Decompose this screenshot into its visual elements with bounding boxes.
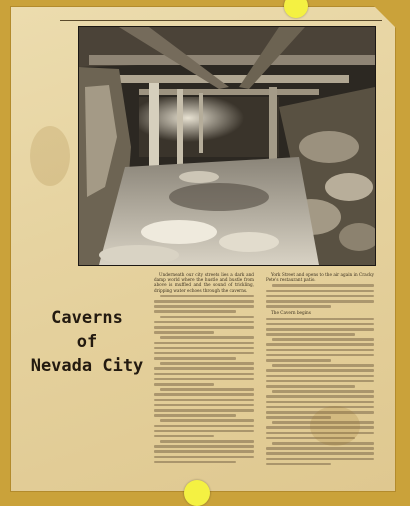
headline-line-1: Caverns	[51, 308, 123, 328]
newspaper-clipping	[10, 6, 396, 492]
tape-piece-bottom	[184, 480, 210, 506]
column2-paragraph-3: The Cavern begins	[271, 310, 311, 316]
headline	[28, 306, 146, 378]
article-column-1	[154, 272, 254, 480]
masthead	[102, 9, 302, 19]
header-rule	[60, 20, 382, 21]
paper-stain	[310, 406, 360, 446]
column1-lead-paragraph: Underneath our city streets lies a dark and damp world where the hustle and bustle from above is muffled and the sound of trickling, dripping water echoes through the caverns.	[154, 272, 254, 293]
cavern-photo	[78, 26, 376, 266]
article-column-2	[266, 272, 374, 484]
headline-line-3: Nevada City	[30, 356, 144, 376]
dog-ear-corner	[374, 6, 396, 28]
headline-line-2: of	[76, 332, 98, 352]
paper-stain	[30, 126, 70, 186]
column2-lead-paragraph: York Street and opens to the air again in Cracky Pete's restaurant patio.	[266, 272, 374, 283]
cavern-photo-icon	[79, 27, 375, 265]
